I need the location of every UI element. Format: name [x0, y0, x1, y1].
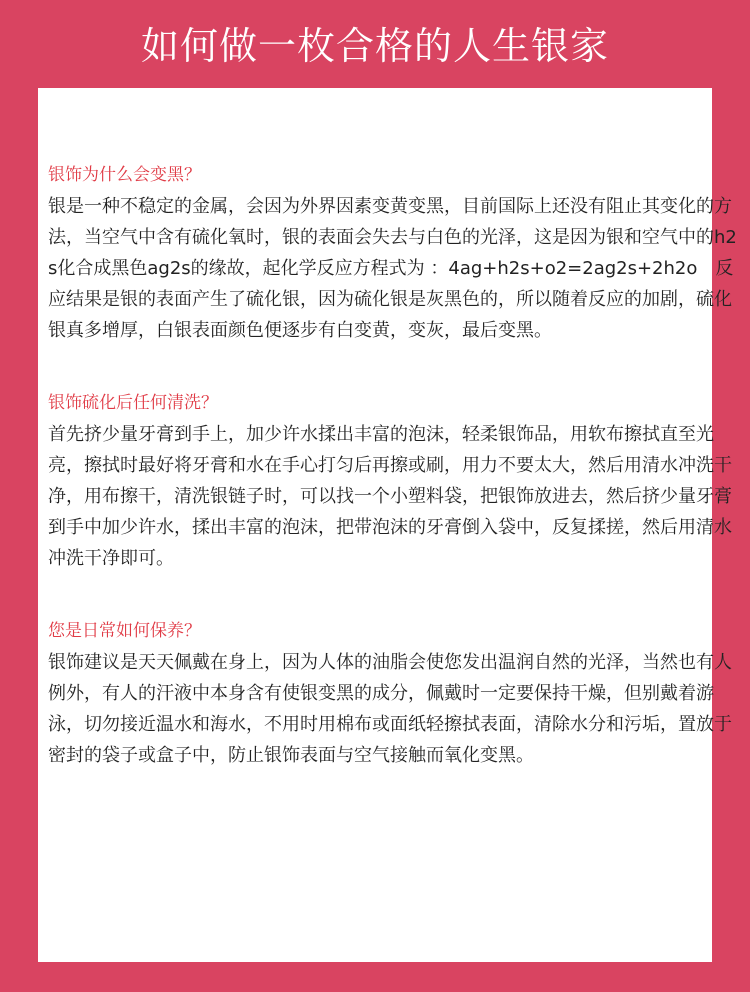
section-heading: 银饰硫化后任何清洗？ [48, 393, 218, 413]
page-title: 如何做一枚合格的人生银家 [140, 23, 609, 68]
content-card [38, 88, 737, 962]
section-heading: 您是日常如何保养？ [48, 621, 201, 641]
section-daily-care [48, 616, 742, 771]
section-paragraph: 首先挤少量牙膏到手上，加少许水揉出丰富的泡沫，轻柔银饰品，用软布擦拭直至光亮，擦拭时最好将牙膏和水在手心打匀后再擦或刷，用力不要太大，然后用清水冲洗干净，用布擦干，清洗银链子时，可以找一个小塑料袋，把银饰放进去，然后挤少量牙膏到手中加少许水，揉出丰富的泡沫，把带泡沫的牙膏倒入袋中，反复揉搓，然后用清水冲洗干净即可。 [48, 424, 732, 569]
section-paragraph: 银是一种不稳定的金属，会因为外界因素变黄变黑，目前国际上还没有阻止其变化的方法，当空气中含有硫化氧时，银的表面会失去与白色的光泽，这是因为银和空气中的h2s化合成黑色ag2s的缘故，起化学反应方程式为 ：4ag+h2s+o2=2ag2s+2h2o 反应结果是银的表面产生了硫化银，因为硫化银是灰黑色的，所以随着反应的加剧，硫化银真多增厚，白银表面颜色便逐步有白变黄，变灰，最后变黑。 [48, 196, 737, 341]
title-banner [0, 0, 750, 88]
section-why-silver-blackens [48, 160, 742, 346]
section-paragraph: 银饰建议是天天佩戴在身上，因为人体的油脂会使您发出温润自然的光泽，当然也有人例外，有人的汗液中本身含有使银变黑的成分，佩戴时一定要保持干燥，但别戴着游泳，切勿接近温水和海水，不用时用棉布或面纸轻擦拭表面，清除水分和污垢，置放于密封的袋子或盒子中，防止银饰表面与空气接触而氧化变黑。 [48, 652, 732, 766]
section-heading: 银饰为什么会变黑？ [48, 165, 201, 185]
article-body [48, 160, 742, 813]
section-how-to-clean [48, 388, 742, 574]
